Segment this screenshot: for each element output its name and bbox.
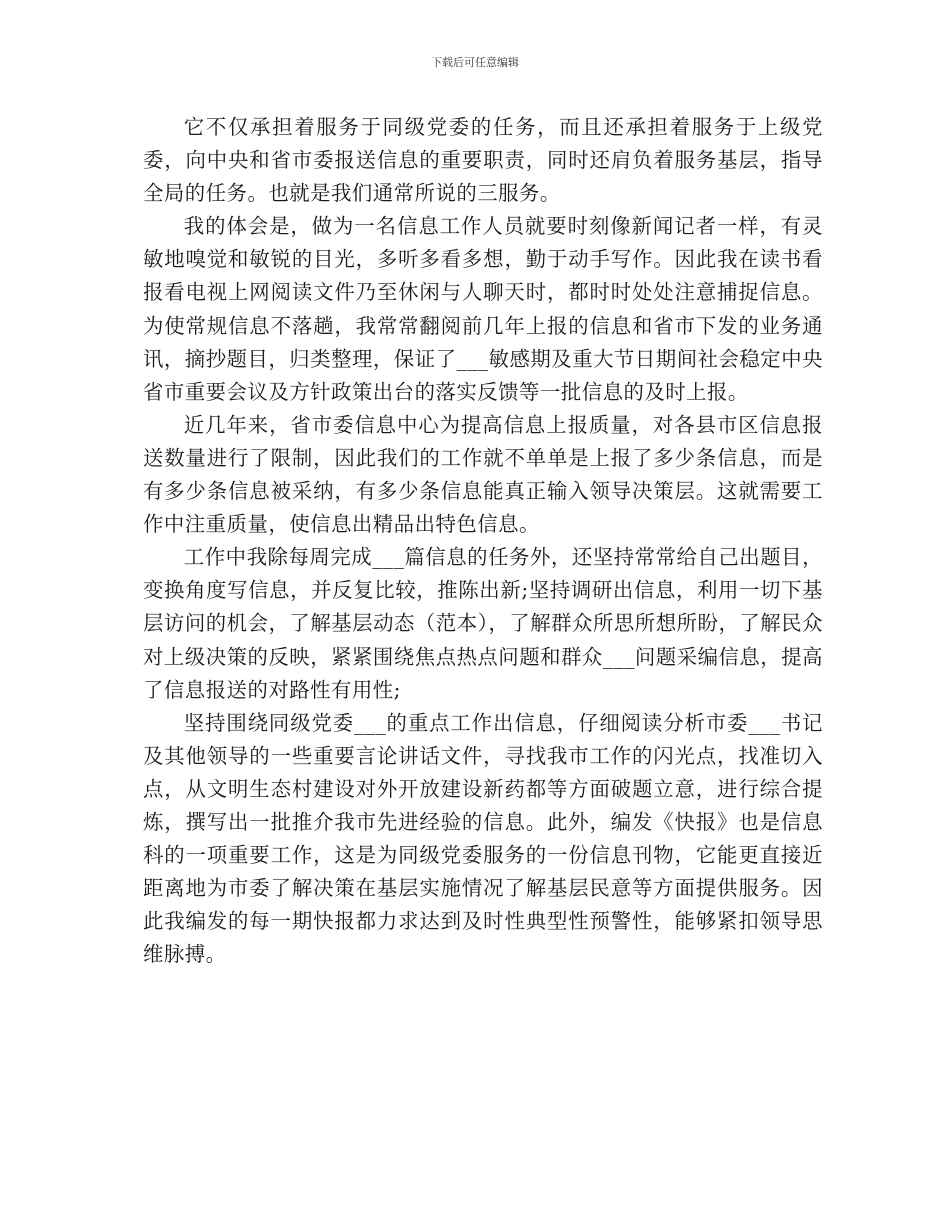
paragraph-1: 它不仅承担着服务于同级党委的任务，而且还承担着服务于上级党委，向中央和省市委报送信息的重要职责，同时还肩负着服务基层，指导全局的任务。也就是我们通常所说的三服务。 <box>143 115 823 206</box>
paragraph-2: 我的体会是，做为一名信息工作人员就要时刻像新闻记者一样，有灵敏地嗅觉和敏锐的目光，多听多看多想，勤于动手写作。因此我在读书看报看电视上网阅读文件乃至休闲与人聊天时，都时时处处注意捕捉信息。为使常规信息不落趟，我常常翻阅前几年上报的信息和省市下发的业务通讯，摘抄题目，归类整理，保证了___敏感期及重大节日期间社会稳定中央省市重要会议及方针政策出台的落实反馈等一批信息的及时上报。 <box>143 214 823 404</box>
page-header: 下载后可任意编辑 <box>431 56 519 69</box>
document-body <box>143 111 823 971</box>
paragraph-4: 工作中我除每周完成___篇信息的任务外，还坚持常常给自己出题目，变换角度写信息，并反复比较，推陈出新;坚持调研出信息，利用一切下基层访问的机会，了解基层动态（范本），了解群众所思所想所盼，了解民众对上级决策的反映，紧紧围绕焦点热点问题和群众___问题采编信息，提高了信息报送的对路性有用性; <box>143 545 823 702</box>
paragraph-5: 坚持围绕同级党委___的重点工作出信息，仔细阅读分析市委___书记及其他领导的一些重要言论讲话文件，寻找我市工作的闪光点，找准切入点，从文明生态村建设对外开放建设新药都等方面破题立意，进行综合提炼，撰写出一批推介我市先进经验的信息。此外，编发《快报》也是信息科的一项重要工作，这是为同级党委服务的一份信息刊物，它能更直接近距离地为市委了解决策在基层实施情况了解基层民意等方面提供服务。因此我编发的每一期快报都力求达到及时性典型性预警性，能够紧扣领导思维脉搏。 <box>143 710 823 967</box>
paragraph-3: 近几年来，省市委信息中心为提高信息上报质量，对各县市区信息报送数量进行了限制，因此我们的工作就不单单是上报了多少条信息，而是有多少条信息被采纳，有多少条信息能真正输入领导决策层。这就需要工作中注重质量，使信息出精品出特色信息。 <box>143 412 823 537</box>
